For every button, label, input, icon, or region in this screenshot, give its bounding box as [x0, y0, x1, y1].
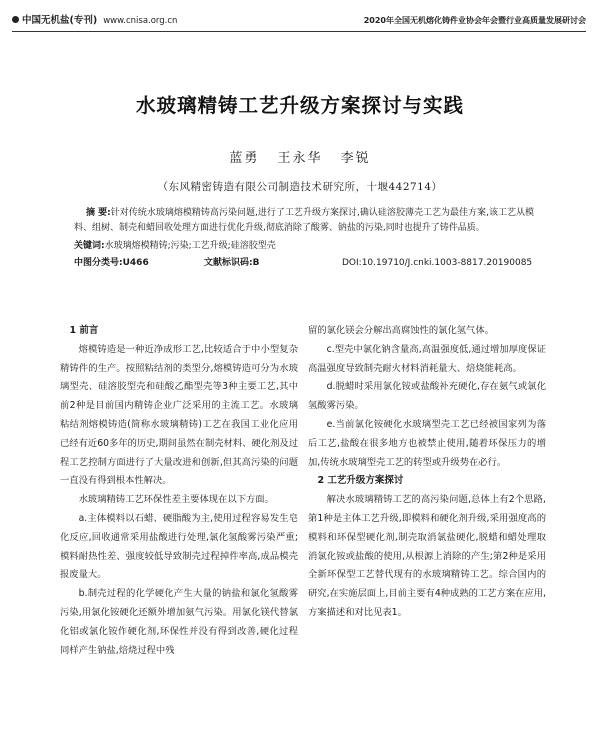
journal-title: 中国无机盐(专刊) [22, 15, 98, 26]
doc-code-label: 文献标识码: [204, 258, 253, 268]
bullet-icon [12, 16, 19, 23]
header-divider [12, 31, 586, 32]
body-paragraph: e.当前氯化铵硬化水玻璃型壳工艺已经被国家列为落后工艺,盐酸在很多地方也被禁止使用,随着环保压力的增加,传统水玻璃型壳工艺的转型或升级势在必行。 [308, 418, 546, 468]
classification-line [74, 256, 534, 271]
article-affiliation: （东风精密铸造有限公司制造技术研究所，十堰442714） [157, 181, 443, 193]
abstract-label: 摘 要: [86, 208, 111, 218]
keywords-text: 水玻璃熔模精铸;污染;工艺升级;硅溶胶型壳 [104, 241, 276, 251]
journal-url: www.cnisa.org.cn [103, 16, 178, 26]
running-header [12, 12, 586, 26]
article-authors: 蓝勇 王永华 李锐 [229, 151, 371, 166]
class-value: U466 [122, 258, 149, 268]
front-matter [74, 206, 534, 271]
body-paragraph: d.脱蜡时采用氯化铵或盐酸补充硬化,存在氨气或氯化氢酸雾污染。 [308, 381, 546, 412]
left-column [60, 322, 298, 660]
abstract-text: 针对传统水玻璃熔模精铸高污染问题,进行了工艺升级方案探讨,确认硅溶胶薄壳工艺为最佳方案,该工艺从模料、组树、制壳和蜡回收处理方面进行优化升级,彻底消除了酸雾、钠盐的污染,同时也提升了铸件品质。 [74, 208, 534, 233]
body-paragraph: b.制壳过程的化学硬化产生大量的钠盐和氯化氢酸雾污染,用氯化铵硬化还额外增加氨气污染。用氯化镁代替氯化铝或氯化铵作硬化剂,环保性并没有得到改善,硬化过程同样产生钠盐,焙烧过程中残 [60, 588, 298, 656]
article-title: 水玻璃精铸工艺升级方案探讨与实践 [135, 94, 464, 117]
abstract [74, 206, 534, 236]
class-label: 中图分类号: [74, 258, 123, 268]
keywords [74, 239, 534, 254]
body-paragraph: 解决水玻璃精铸工艺的高污染问题,总体上有2个思路,第1种是主体工艺升级,即模料和硬化剂升级,采用强度高的模料和环保型硬化剂,制壳取消氯盐硬化,脱蜡和蜡处理取消氯化铵或盐酸的使用,从根源上消除的产生;第2种是采用全新环保型工艺替代现有的水玻璃精铸工艺。综合国内的研究,在实施层面上,目前主要有4种成熟的工艺方案在应用,方案描述和对比见表1。 [308, 494, 546, 618]
right-column [308, 322, 546, 623]
section-heading: 2 工艺升级方案探讨 [317, 475, 404, 487]
doc-code-value: B [252, 258, 260, 268]
journal-name [12, 12, 177, 26]
doi-label: DOI: [342, 258, 362, 268]
keywords-label: 关键词: [74, 241, 105, 251]
body-paragraph: a.主体模料以石蜡、硬脂酸为主,使用过程容易发生皂化反应,回收通常采用盐酸进行处理,氯化氢酸雾污染严重;模料耐热性差、强度较低导致制壳过程掉件率高,成品模壳报废量大。 [60, 512, 298, 581]
body-paragraph: 水玻璃精铸工艺环保性差主要体现在以下方面。 [78, 494, 274, 506]
body-paragraph: 熔模铸造是一种近净成形工艺,比较适合于中小型复杂精铸件的生产。按照粘结剂的类型分,熔模铸造可分为水玻璃型壳、硅溶胶型壳和硅酸乙酯型壳等3种主要工艺,其中前2种是目前国内精铸企业广泛采用的主流工艺。水玻璃粘结剂熔模铸造(简称水玻璃精铸)工艺在我国工业化应用已经有近60多年的历史,期间虽然在制壳材料、硬化剂及过程工艺控制方面进行了大量改进和创新,但其高污染的问题一直没有得到根本性解决。 [60, 343, 298, 487]
doi-value: 10.19710/J.cnki.1003-8817.20190085 [361, 258, 533, 268]
section-heading: 1 前言 [69, 325, 99, 336]
body-paragraph: 留的氯化镁会分解出高腐蚀性的氯化氢气体。 [308, 325, 494, 336]
body-paragraph: c.型壳中氯化钠含量高,高温强度低,通过增加厚度保证高温强度导致制壳耐火材料消耗量大、焙烧能耗高。 [308, 343, 546, 374]
conference-name: 2020年全国无机熔化铸件业协会年会暨行业高质量发展研讨会 [363, 16, 586, 25]
